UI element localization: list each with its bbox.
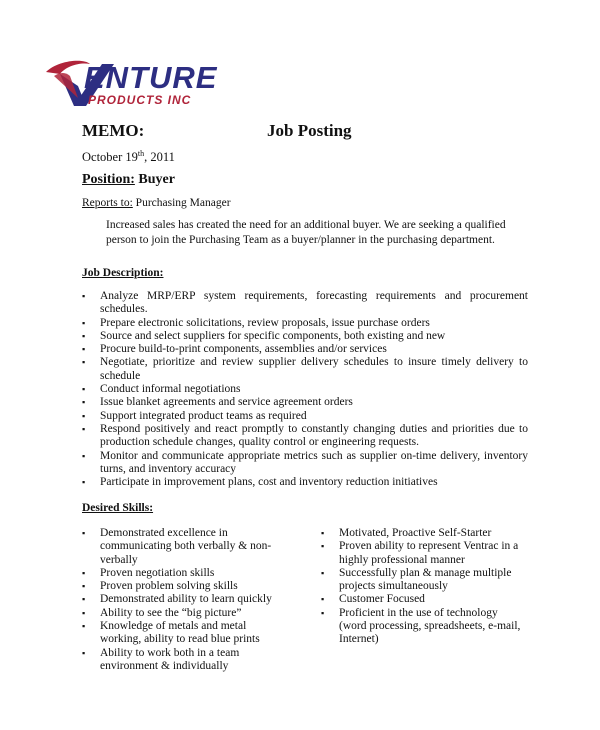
skill-item — [321, 540, 527, 567]
skill-item-text: Proven problem solving skills — [100, 580, 238, 593]
reports-label: Reports to: — [82, 197, 133, 209]
skill-item-text: Customer Focused — [339, 593, 425, 606]
memo-title: Job Posting — [267, 121, 352, 140]
bullet-icon: ▪ — [82, 581, 86, 592]
bullet-icon: ▪ — [321, 607, 325, 618]
skill-item — [82, 567, 288, 580]
job-description-item — [82, 343, 528, 356]
job-description-item-text: Source and select suppliers for specific components, both existing and new — [100, 329, 446, 342]
bullet-icon: ▪ — [82, 647, 86, 658]
job-description-item-text: Negotiate, prioritize and review supplier delivery schedules to insure timely delivery to schedule — [100, 356, 528, 382]
job-description-item-text: Participate in improvement plans, cost and inventory reduction initiatives — [100, 476, 438, 489]
job-description-item-text: Respond positively and react promptly to constantly changing duties and priorities due to production schedule changes, quality control or engineering requests. — [100, 422, 528, 449]
bullet-icon: ▪ — [82, 477, 86, 488]
desired-skills-left-list — [82, 527, 288, 673]
desired-skills-heading: Desired Skills: — [82, 502, 154, 514]
skill-item-text: Knowledge of metals and metal working, ability to read blue prints — [100, 620, 260, 646]
skill-item — [82, 620, 288, 647]
job-description-item-text: Monitor and communicate appropriate metrics such as supplier on-time delivery, inventory turns, and inventory accuracy — [100, 449, 528, 475]
job-description-item — [82, 410, 528, 423]
job-description-item — [82, 317, 528, 330]
bullet-icon: ▪ — [321, 567, 325, 578]
date-day: October 19 — [82, 150, 138, 165]
date-ordinal: th — [137, 149, 145, 158]
bullet-icon: ▪ — [82, 317, 86, 328]
job-description-heading: Job Description: — [82, 267, 164, 279]
bullet-icon: ▪ — [82, 384, 86, 395]
skill-item — [82, 580, 288, 593]
company-logo — [44, 58, 244, 110]
bullet-icon: ▪ — [321, 528, 325, 538]
job-description-item — [82, 356, 528, 383]
job-description-item — [82, 383, 528, 396]
skill-item-text: Motivated, Proactive Self-Starter — [339, 527, 492, 539]
bullet-icon: ▪ — [82, 621, 86, 632]
reports-value: Purchasing Manager — [132, 197, 231, 209]
skill-item-text: Proficient in the use of technology (word processing, spreadsheets, e-mail, Internet) — [339, 606, 521, 646]
skill-item-text: Demonstrated excellence in communicating both verbally & non-verbally — [100, 527, 272, 566]
skill-item-text: Successfully plan & manage multiple projects simultaneously — [339, 566, 512, 593]
job-description-item-text: Conduct informal negotiations — [100, 383, 241, 396]
memo-date — [82, 149, 175, 165]
skill-item-text: Demonstrated ability to learn quickly — [100, 593, 272, 606]
bullet-icon: ▪ — [82, 344, 86, 355]
job-description-item — [82, 476, 528, 489]
skill-item — [82, 593, 288, 606]
bullet-icon: ▪ — [82, 357, 86, 368]
skill-item — [82, 607, 288, 620]
bullet-icon: ▪ — [82, 528, 86, 538]
skill-item — [321, 607, 527, 647]
skill-item — [82, 527, 288, 567]
intro-paragraph: Increased sales has created the need for an additional buyer. We are seeking a qualified person to join the Purchasing Team as a buyer/planner in the purchasing department. — [106, 219, 506, 246]
bullet-icon: ▪ — [321, 594, 325, 605]
logo-subtitle: PRODUCTS INC — [88, 93, 192, 107]
bullet-icon: ▪ — [321, 541, 325, 552]
bullet-icon: ▪ — [82, 330, 86, 341]
bullet-icon: ▪ — [82, 410, 86, 421]
job-description-item — [82, 330, 528, 343]
job-description-item-text: Issue blanket agreements and service agreement orders — [100, 396, 353, 409]
job-description-item — [82, 450, 528, 477]
skill-item — [321, 593, 527, 606]
skill-item-text: Ability to see the “big picture” — [100, 606, 242, 619]
bullet-icon: ▪ — [82, 291, 86, 301]
skill-item-text: Proven negotiation skills — [100, 566, 215, 579]
desired-skills-right-list — [321, 527, 527, 647]
job-description-item — [82, 290, 528, 317]
job-description-item-text: Procure build-to-print components, assemblies and/or services — [100, 343, 387, 356]
bullet-icon: ▪ — [82, 594, 86, 605]
bullet-icon: ▪ — [82, 450, 86, 461]
bullet-icon: ▪ — [82, 607, 86, 618]
job-description-list — [82, 290, 528, 489]
position-line — [82, 172, 175, 188]
logo-wordmark: ENTURE — [84, 60, 218, 95]
job-description-item-text: Prepare electronic solicitations, review proposals, issue purchase orders — [100, 316, 430, 329]
bullet-icon: ▪ — [82, 423, 86, 434]
bullet-icon: ▪ — [82, 397, 86, 408]
skill-item — [82, 647, 288, 674]
job-description-item — [82, 396, 528, 409]
job-description-item-text: Analyze MRP/ERP system requirements, forecasting requirements and procurement schedules. — [100, 290, 528, 316]
position-label: Position: — [82, 172, 135, 187]
bullet-icon: ▪ — [82, 567, 86, 578]
memo-label: MEMO: — [82, 121, 145, 140]
skill-item-text: Proven ability to represent Ventrac in a highly professional manner — [339, 540, 519, 566]
position-value: Buyer — [138, 172, 175, 187]
reports-to-line — [82, 197, 231, 209]
date-year: , 2011 — [144, 150, 175, 165]
skill-item-text: Ability to work both in a team environment & individually — [100, 646, 240, 672]
skill-item — [321, 527, 527, 540]
job-description-item-text: Support integrated product teams as required — [100, 409, 307, 422]
job-description-item — [82, 423, 528, 450]
skill-item — [321, 567, 527, 594]
